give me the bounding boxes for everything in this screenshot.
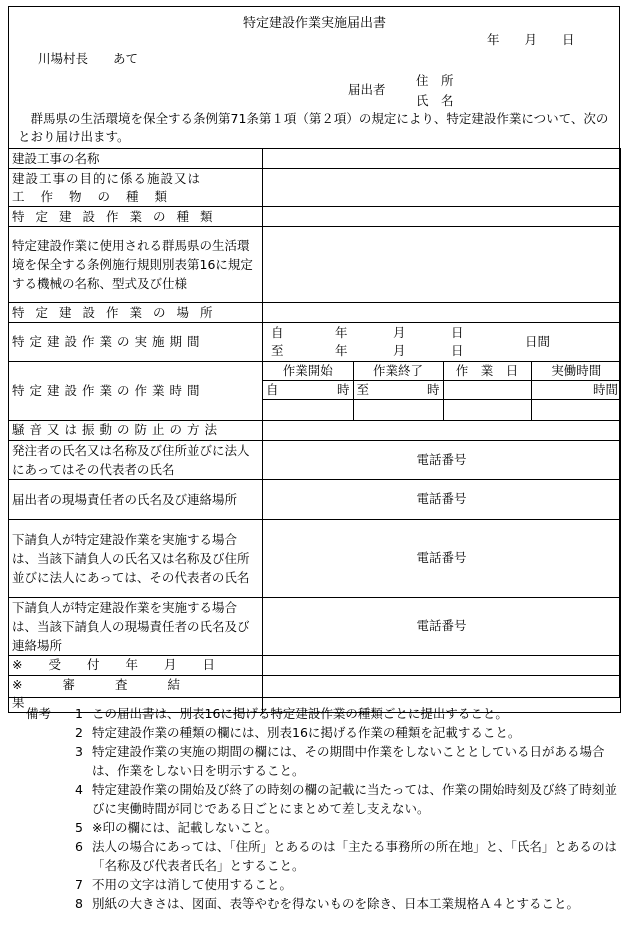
row-label: 下請負人が特定建設作業を実施する場合は、当該下請負人の現場責任者の氏名及び連絡場所 bbox=[12, 599, 250, 653]
addressee: 川場村長 あて bbox=[38, 51, 139, 66]
period-from-day: 日 bbox=[451, 325, 464, 340]
notes-heading: 備考 bbox=[26, 706, 52, 721]
label-machine bbox=[9, 227, 263, 303]
note-item bbox=[26, 704, 624, 723]
period-from-month: 月 bbox=[393, 325, 406, 340]
field-work-period[interactable] bbox=[263, 323, 621, 362]
work-day-cell-2[interactable] bbox=[443, 400, 531, 420]
note-number: 8 bbox=[75, 896, 83, 911]
phone-label: 電話番号 bbox=[416, 550, 467, 565]
period-from-year: 年 bbox=[335, 325, 348, 340]
field-work-type[interactable] bbox=[263, 207, 621, 227]
period-to-month: 月 bbox=[393, 343, 406, 358]
work-start-cell-2[interactable] bbox=[263, 400, 353, 420]
row-label: 建設工事の名称 bbox=[12, 150, 100, 166]
row-label: ※受付年月日 bbox=[12, 657, 241, 672]
note-text: 法人の場合にあっては、「住所」とあるのは「主たる事務所の所在地」と、「氏名」とあるのは「名称及び代表者氏名」とすること。 bbox=[92, 839, 617, 873]
note-item bbox=[26, 894, 624, 913]
work-end-line bbox=[357, 381, 440, 399]
row-label: 特定建設作業の種類 bbox=[12, 208, 224, 224]
note-item bbox=[26, 742, 624, 780]
note-number: 6 bbox=[75, 839, 83, 854]
label-work-type bbox=[9, 207, 263, 227]
field-construction-name[interactable] bbox=[263, 149, 621, 169]
work-end-cell[interactable] bbox=[353, 381, 443, 400]
field-site-manager[interactable] bbox=[263, 479, 621, 519]
actual-hours-unit: 時間 bbox=[592, 382, 618, 397]
row-label: 特定建設作業の作業時間 bbox=[12, 382, 205, 398]
row-label: 特定建設作業の実施期間 bbox=[12, 334, 205, 349]
form-title: 特定建設作業実施届出書 bbox=[242, 16, 386, 31]
phone-label: 電話番号 bbox=[416, 491, 467, 506]
field-receipt-date bbox=[263, 655, 621, 675]
row-label: ※審査結果 bbox=[12, 676, 220, 710]
label-facility-type bbox=[9, 169, 263, 207]
row-label: 建設工事の目的に係る施設又は bbox=[12, 170, 202, 186]
period-from: 自 bbox=[271, 325, 284, 340]
note-number: 7 bbox=[75, 877, 83, 892]
field-client[interactable] bbox=[263, 440, 621, 479]
field-sub-manager[interactable] bbox=[263, 597, 621, 655]
label-site-manager bbox=[9, 479, 263, 519]
label-work-period bbox=[9, 323, 263, 362]
field-work-hours bbox=[263, 362, 621, 421]
label-construction-name bbox=[9, 149, 263, 169]
address-label: 住 所 bbox=[416, 73, 454, 88]
field-facility-type[interactable] bbox=[263, 169, 621, 207]
header-work-start: 作業開始 bbox=[263, 362, 353, 381]
note-text: 特定建設作業の開始及び終了の時刻の欄の記載に当たっては、作業の開始時刻及び終了時刻並びに実働時間が同じである日ごとにまとめて差し支えない。 bbox=[92, 782, 618, 816]
note-text: この届出書は、別表16に掲げる特定建設作業の種類ごとに提出すること。 bbox=[92, 706, 508, 721]
row-label: 特定建設作業の場所 bbox=[12, 304, 224, 320]
label-prevention bbox=[9, 420, 263, 440]
work-end-cell-2[interactable] bbox=[353, 400, 443, 420]
note-item bbox=[26, 875, 624, 894]
note-item bbox=[26, 818, 624, 837]
label-sub-manager bbox=[9, 597, 263, 655]
row-label: 下請負人が特定建設作業を実施する場合は、当該下請負人の氏名又は名称及び住所並びに法人にあっては、その代表者の氏名 bbox=[12, 531, 250, 585]
period-block bbox=[263, 323, 620, 361]
header-actual-hours: 実働時間 bbox=[531, 362, 621, 381]
label-receipt-date bbox=[9, 655, 263, 675]
header-work-end: 作業終了 bbox=[353, 362, 443, 381]
note-item bbox=[26, 723, 624, 742]
intro-text: 群馬県の生活環境を保全する条例第71条第１項（第２項）の規定により、特定建設作業について、次のとおり届け出ます。 bbox=[18, 111, 609, 144]
applicant-label: 届出者 bbox=[348, 82, 386, 97]
note-number: 2 bbox=[75, 725, 83, 740]
note-number: 1 bbox=[75, 706, 83, 721]
notes-section bbox=[26, 704, 624, 913]
note-text: ※印の欄には、記載しないこと。 bbox=[92, 820, 278, 835]
note-number: 4 bbox=[75, 782, 83, 797]
date-label: 年 月 日 bbox=[487, 32, 575, 47]
note-text: 特定建設作業の実施の期間の欄には、その期間中作業をしないこととしている日がある場合は、作業をしない日を明示すること。 bbox=[92, 744, 605, 778]
period-to-day: 日 bbox=[451, 343, 464, 358]
note-text: 別紙の大きさは、図面、表等やむを得ないものを除き、日本工業規格Ａ４とすること。 bbox=[92, 896, 580, 911]
label-work-place bbox=[9, 303, 263, 323]
work-end-hour: 時 bbox=[426, 382, 440, 397]
name-label: 氏 名 bbox=[416, 93, 454, 108]
phone-label: 電話番号 bbox=[416, 451, 467, 467]
period-to-year: 年 bbox=[335, 343, 348, 358]
field-machine[interactable] bbox=[263, 227, 621, 303]
work-start-hour: 時 bbox=[336, 382, 350, 397]
row-label: 騒音又は振動の防止の方法 bbox=[12, 422, 223, 437]
work-start-line bbox=[266, 381, 350, 399]
header-work-day: 作 業 日 bbox=[443, 362, 531, 381]
note-text: 不用の文字は消して使用すること。 bbox=[92, 877, 293, 892]
note-item bbox=[26, 780, 624, 818]
note-number: 5 bbox=[75, 820, 83, 835]
form-table bbox=[8, 148, 621, 713]
phone-label: 電話番号 bbox=[416, 618, 467, 633]
field-subcontractor[interactable] bbox=[263, 519, 621, 597]
row-label: 発注者の氏名又は名称及び住所並びに法人にあってはその代表者の氏名 bbox=[12, 442, 250, 477]
period-to: 至 bbox=[271, 343, 284, 358]
note-text: 特定建設作業の種類の欄には、別表16に掲げる作業の種類を記載すること。 bbox=[92, 725, 521, 740]
row-label: 届出者の現場責任者の氏名及び連絡場所 bbox=[12, 491, 238, 507]
actual-hours-cell-2[interactable] bbox=[531, 400, 621, 420]
field-work-place[interactable] bbox=[263, 303, 621, 323]
work-hours-table bbox=[263, 362, 621, 420]
period-days: 日間 bbox=[525, 334, 551, 349]
work-day-cell[interactable] bbox=[443, 381, 531, 400]
label-client bbox=[9, 440, 263, 479]
actual-hours-cell[interactable] bbox=[531, 381, 621, 400]
work-start-cell[interactable] bbox=[263, 381, 353, 400]
work-start-from: 自 bbox=[266, 382, 279, 397]
label-work-hours bbox=[9, 362, 263, 421]
note-item bbox=[26, 837, 624, 875]
row-label: 特定建設作業に使用される群馬県の生活環境を保全する条例施行規則別表第16に規定する機械の名称、型式及び仕様 bbox=[12, 238, 253, 291]
label-subcontractor bbox=[9, 519, 263, 597]
field-prevention[interactable] bbox=[263, 420, 621, 440]
note-number: 3 bbox=[75, 744, 83, 759]
row-label: 工作物の種類 bbox=[12, 188, 184, 204]
work-end-to: 至 bbox=[356, 382, 370, 397]
